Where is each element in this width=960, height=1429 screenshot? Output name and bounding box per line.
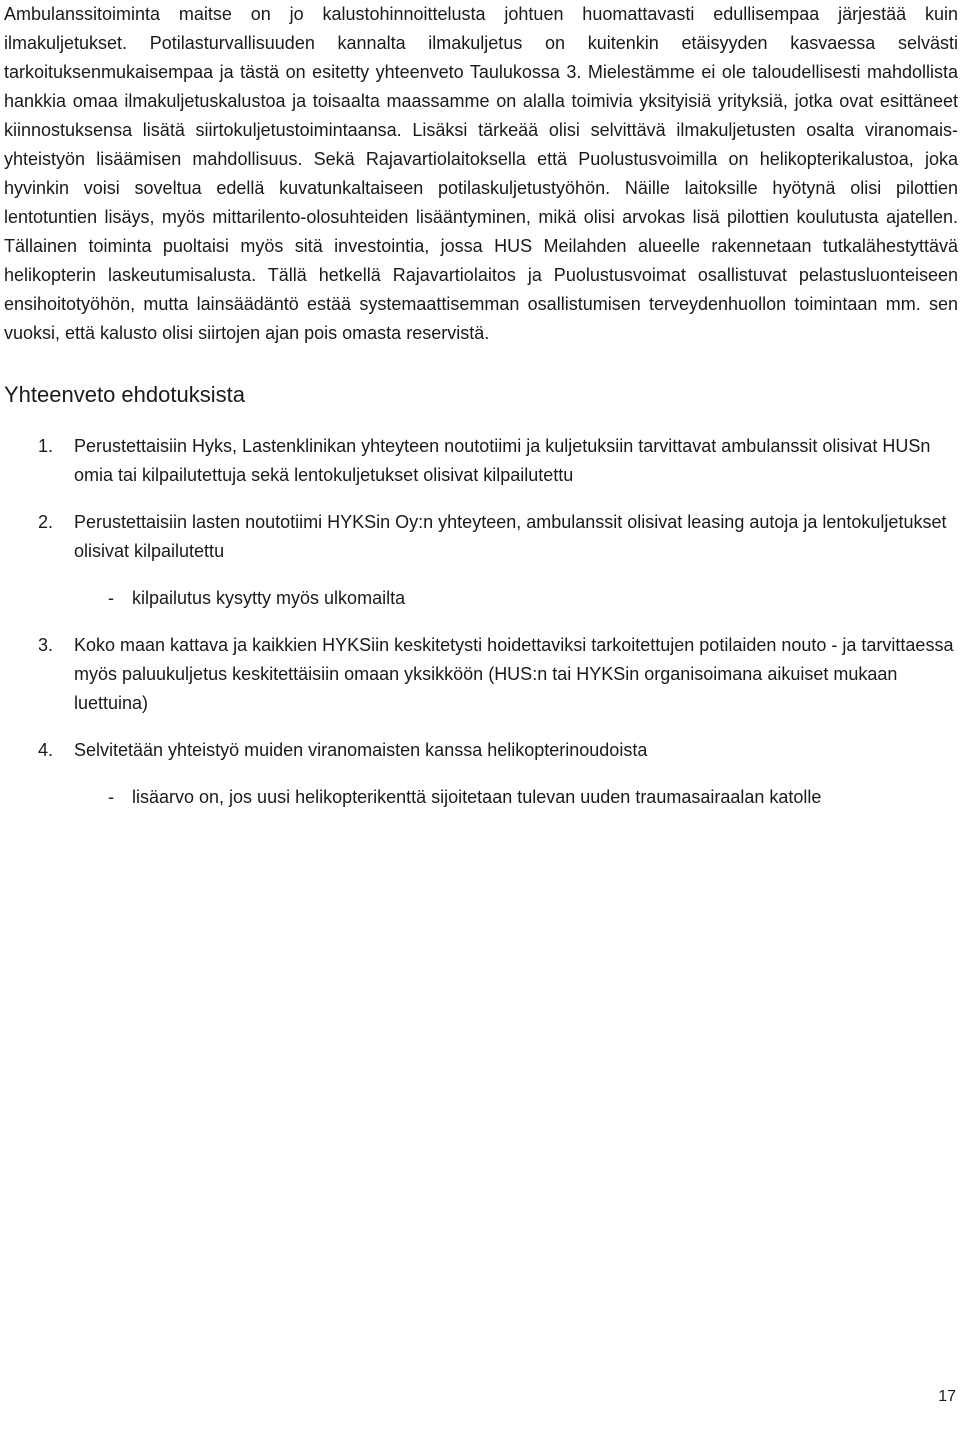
sub-item xyxy=(74,584,958,613)
body-paragraph: Ambulanssitoiminta maitse on jo kalustohinnoittelusta johtuen huomattavasti edullisempaa järjestää kuin ilmakuljetukset. Potilasturvallisuuden kannalta ilmakuljetus on kuitenkin etäisyyden kasvaessa selvästi tarkoituksenmukaisempaa ja tästä on esitetty yhteenveto Taulukossa 3. Mielestämme ei ole taloudellisesti mahdollista hankkia omaa ilmakuljetuskalustoa ja toisaalta maassamme on alalla toimivia yksityisiä yrityksiä, jotka ovat esittäneet kiinnostuksensa lisätä siirtokuljetustoimintaansa. Lisäksi tärkeää olisi selvittävä ilmakuljetusten osalta viranomais-yhteistyön lisäämisen mahdollisuus. Sekä Rajavartiolaitoksella että Puolustusvoimilla on helikopterikalustoa, joka hyvinkin voisi soveltua edellä kuvatunkaltaiseen potilaskuljetustyöhön. Näille laitoksille hyötynä olisi pilottien lentotuntien lisäys, myös mittarilento-olosuhteiden lisääntyminen, mikä olisi arvokas lisä pilottien koulutusta ajatellen. Tällainen toiminta puoltaisi myös sitä investointia, jossa HUS Meilahden alueelle rakennetaan tutkalähestyttävä helikopterin laskeutumisalusta. Tällä hetkellä Rajavartiolaitos ja Puolustusvoimat osallistuvat pelastusluonteiseen ensihoitotyöhön, mutta lainsäädäntö estää systemaattisemman osallistumisen terveydenhuollon toimintaan mm. sen vuoksi, että kalusto olisi siirtojen ajan pois omasta reservistä. xyxy=(4,4,958,343)
proposal-number: 2. xyxy=(38,512,54,532)
proposal-number: 1. xyxy=(38,436,54,456)
dash-marker: - xyxy=(108,787,114,807)
sub-item-text: lisäarvo on, jos uusi helikopterikenttä sijoitetaan tulevan uuden traumasairaalan katolle xyxy=(132,787,822,807)
sub-item xyxy=(74,783,958,812)
page-number: 17 xyxy=(938,1388,956,1405)
proposal-item xyxy=(4,508,958,613)
sub-list xyxy=(74,783,958,812)
sub-item-text: kilpailutus kysytty myös ulkomailta xyxy=(132,588,406,608)
proposal-number: 3. xyxy=(38,635,54,655)
proposal-item xyxy=(4,736,958,812)
section-heading: Yhteenveto ehdotuksista xyxy=(4,382,245,407)
proposal-text: Perustettaisiin Hyks, Lastenklinikan yhteyteen noutotiimi ja kuljetuksiin tarvittavat ambulanssit olisivat HUSn omia tai kilpailutettuja sekä lentokuljetukset olisivat kilpailutettu xyxy=(74,436,931,485)
dash-marker: - xyxy=(108,588,114,608)
proposal-text: Selvitetään yhteistyö muiden viranomaisten kanssa helikopterinoudoista xyxy=(74,740,648,760)
proposal-list xyxy=(4,432,958,812)
sub-list xyxy=(74,584,958,613)
proposal-text: Koko maan kattava ja kaikkien HYKSiin keskitetysti hoidettaviksi tarkoitettujen potilaiden nouto - ja tarvittaessa myös paluukuljetus keskitettäisiin omaan yksikköön (HUS:n tai HYKSin organisoimana aikuiset mukaan luettuina) xyxy=(74,635,954,713)
document-page xyxy=(4,0,958,830)
proposal-item xyxy=(4,432,958,490)
proposal-item xyxy=(4,631,958,718)
proposal-number: 4. xyxy=(38,740,54,760)
proposal-text: Perustettaisiin lasten noutotiimi HYKSin Oy:n yhteyteen, ambulanssit olisivat leasing autoja ja lentokuljetukset olisivat kilpailutettu xyxy=(74,512,947,561)
